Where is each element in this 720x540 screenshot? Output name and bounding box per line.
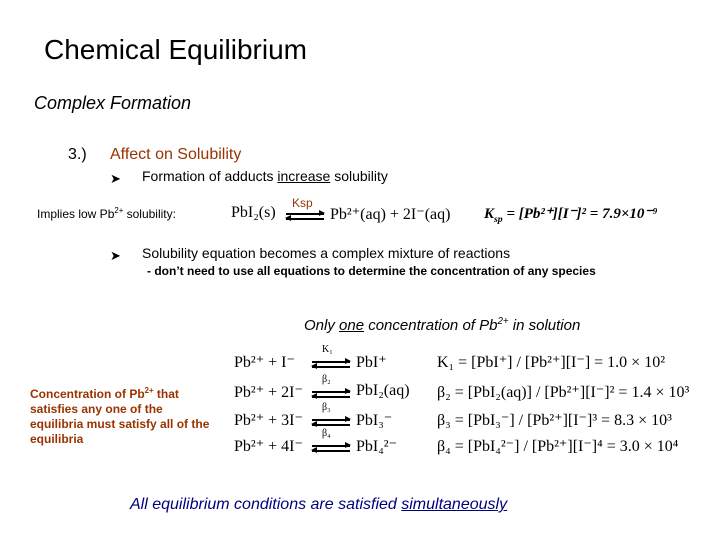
implies-label — [37, 206, 176, 221]
reaction-1-lhs: Pb²⁺ + I⁻ — [234, 354, 295, 371]
reaction-2-constant: β₂ = [PbI₂(aq)] / [Pb²⁺][I⁻]² = 1.4 × 10³ — [437, 384, 690, 401]
side-note-charge: 2+ — [144, 386, 154, 395]
ksp-expression — [484, 204, 658, 225]
reaction-3-constant: β₃ = [PbI₃⁻] / [Pb²⁺][I⁻]³ = 8.3 × 10³ — [437, 412, 672, 429]
dissolution-arrow — [286, 208, 324, 231]
reaction-1-arrow — [312, 344, 350, 379]
reaction-3-arrow — [312, 402, 350, 437]
side-note-a: Concentration of Pb — [30, 387, 145, 401]
reaction-3-rhs: PbI₃⁻ — [356, 412, 393, 429]
conclusion-statement — [130, 496, 507, 514]
section-heading: Affect on Solubility — [110, 146, 242, 163]
ksp-arrow-label: Ksp — [292, 196, 313, 210]
reaction-2-arrow — [312, 374, 350, 409]
bullet-adducts-underlined: increase — [277, 168, 331, 184]
only-one-post: in solution — [508, 317, 581, 334]
bullet-arrow-icon: ➤ — [110, 248, 121, 263]
section-number: 3.) — [68, 146, 87, 163]
ksp-expression-rhs: = [Pb²⁺][I⁻]² = 7.9×10⁻⁹ — [502, 206, 658, 222]
ksp-expression-sub: sp — [494, 214, 503, 225]
conclusion-underlined: simultaneously — [401, 496, 508, 513]
note-text: - don’t need to use all equations to determine the concentration of any species — [147, 264, 596, 278]
reaction-4-lhs: Pb²⁺ + 4I⁻ — [234, 438, 303, 455]
reaction-2-arrow-label: β₂ — [322, 374, 331, 385]
conclusion-pre: All equilibrium conditions are satisfied — [130, 496, 402, 513]
dissolution-lhs: PbI₂(s) — [231, 204, 276, 221]
reaction-3-arrow-label: β₃ — [322, 402, 331, 413]
implies-label-text: Implies low Pb — [37, 207, 115, 221]
dissolution-rhs: Pb²⁺(aq) + 2I⁻(aq) — [330, 206, 451, 223]
reaction-1-constant: K₁ = [PbI⁺] / [Pb²⁺][I⁻] = 1.0 × 10² — [437, 354, 665, 371]
reaction-2-rhs: PbI₂(aq) — [356, 382, 410, 399]
reaction-1-rhs: PbI⁺ — [356, 354, 387, 371]
side-note — [30, 383, 210, 447]
bullet-complex-mixture: Solubility equation becomes a complex mixture of reactions — [142, 245, 511, 261]
reaction-4-constant: β₄ = [PbI₄²⁻] / [Pb²⁺][I⁻]⁴ = 3.0 × 10⁴ — [437, 438, 679, 455]
implies-label-tail: solubility: — [123, 207, 176, 221]
ksp-expression-lhs: K — [484, 206, 495, 222]
bullet-adducts-pre: Formation of adducts — [142, 168, 278, 184]
bullet-arrow-icon: ➤ — [110, 171, 121, 186]
slide-title: Chemical Equilibrium — [44, 34, 307, 65]
side-note-b: that satisfies any one of the equilibria must satisfy all of the equilibria — [30, 387, 210, 446]
reaction-4-arrow — [312, 428, 350, 463]
only-one-charge: 2+ — [497, 316, 509, 327]
only-one-pre: Only — [304, 317, 340, 334]
reaction-2-lhs: Pb²⁺ + 2I⁻ — [234, 384, 303, 401]
only-one-mid: concentration of Pb — [364, 317, 498, 334]
reaction-3-lhs: Pb²⁺ + 3I⁻ — [234, 412, 303, 429]
reaction-1-arrow-label: K₁ — [322, 344, 333, 355]
slide-subtitle: Complex Formation — [34, 93, 192, 113]
reaction-4-arrow-label: β₄ — [322, 428, 331, 439]
reaction-4-rhs: PbI₄²⁻ — [356, 438, 398, 455]
only-one-underlined: one — [339, 317, 365, 334]
implies-label-charge: 2+ — [114, 206, 124, 215]
bullet-adducts — [142, 168, 388, 184]
only-one-statement — [304, 316, 580, 334]
bullet-adducts-post: solubility — [330, 168, 388, 184]
